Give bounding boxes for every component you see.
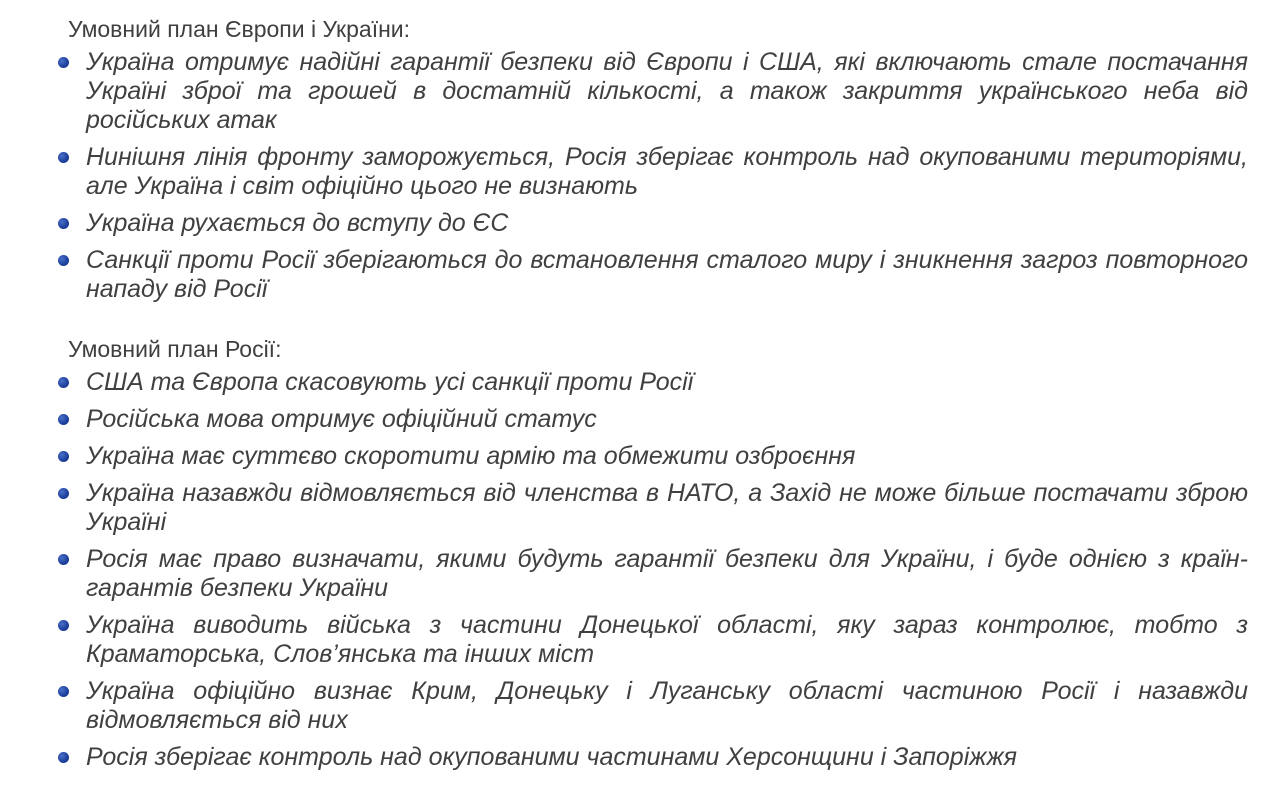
list-item [0,611,1280,669]
bullet-icon [58,152,69,163]
list-item-text: Санкції проти Росії зберігаються до встановлення сталого миру і зникнення загроз повторного нападу від Росії [86,246,1248,303]
bullet-icon [58,752,69,763]
russia-plan-list [0,368,1280,772]
bullet-icon [58,451,69,462]
list-item [0,48,1280,135]
list-item-text: Україна отримує надійні гарантії безпеки від Європи і США, які включають стале постачання Україні зброї та грошей в достатній кількості, а також закриття українського неба від російських атак [86,48,1248,134]
list-item [0,442,1280,471]
list-item-text: Україна виводить війська з частини Донецької області, яку зараз контролює, тобто з Краматорська, Слов’янська та інших міст [86,611,1248,668]
bullet-icon [58,255,69,266]
europe-ukraine-plan-list [0,48,1280,304]
list-item-text: Україна має суттєво скоротити армію та обмежити озброєння [86,442,856,470]
list-item [0,143,1280,201]
list-item-text: Росія має право визначати, якими будуть гарантії безпеки для України, і буде однією з країн-гарантів безпеки України [86,545,1248,602]
list-item [0,743,1280,772]
list-item-text: Україна назавжди відмовляється від членства в НАТО, а Захід не може більше постачати зброю Україні [86,479,1248,536]
europe-ukraine-plan-section [0,12,1280,312]
list-item-text: Росія зберігає контроль над окупованими частинами Херсонщини і Запоріжжя [86,743,1018,771]
bullet-icon [58,218,69,229]
list-item [0,545,1280,603]
bullet-icon [58,377,69,388]
bullet-icon [58,620,69,631]
list-item-text: Нинішня лінія фронту заморожується, Росія зберігає контроль над окупованими територіями, але Україна і світ офіційно цього не визнають [86,143,1248,200]
europe-ukraine-plan-heading: Умовний план Європи і України: [68,16,411,42]
bullet-icon [58,554,69,565]
russia-plan-heading: Умовний план Росії: [68,336,282,362]
bullet-icon [58,488,69,499]
list-item [0,405,1280,434]
list-item [0,368,1280,397]
bullet-icon [58,414,69,425]
list-item-text: США та Європа скасовують усі санкції проти Росії [86,368,694,396]
list-item [0,209,1280,238]
bullet-icon [58,57,69,68]
list-item [0,479,1280,537]
list-item-text: Україна офіційно визнає Крим, Донецьку і Луганську області частиною Росії і назавжди відмовляється від них [86,677,1248,734]
list-item-text: Російська мова отримує офіційний статус [86,405,597,433]
list-item-text: Україна рухається до вступу до ЄС [86,209,509,237]
list-item [0,246,1280,304]
list-item [0,677,1280,735]
russia-plan-section [0,332,1280,780]
bullet-icon [58,686,69,697]
